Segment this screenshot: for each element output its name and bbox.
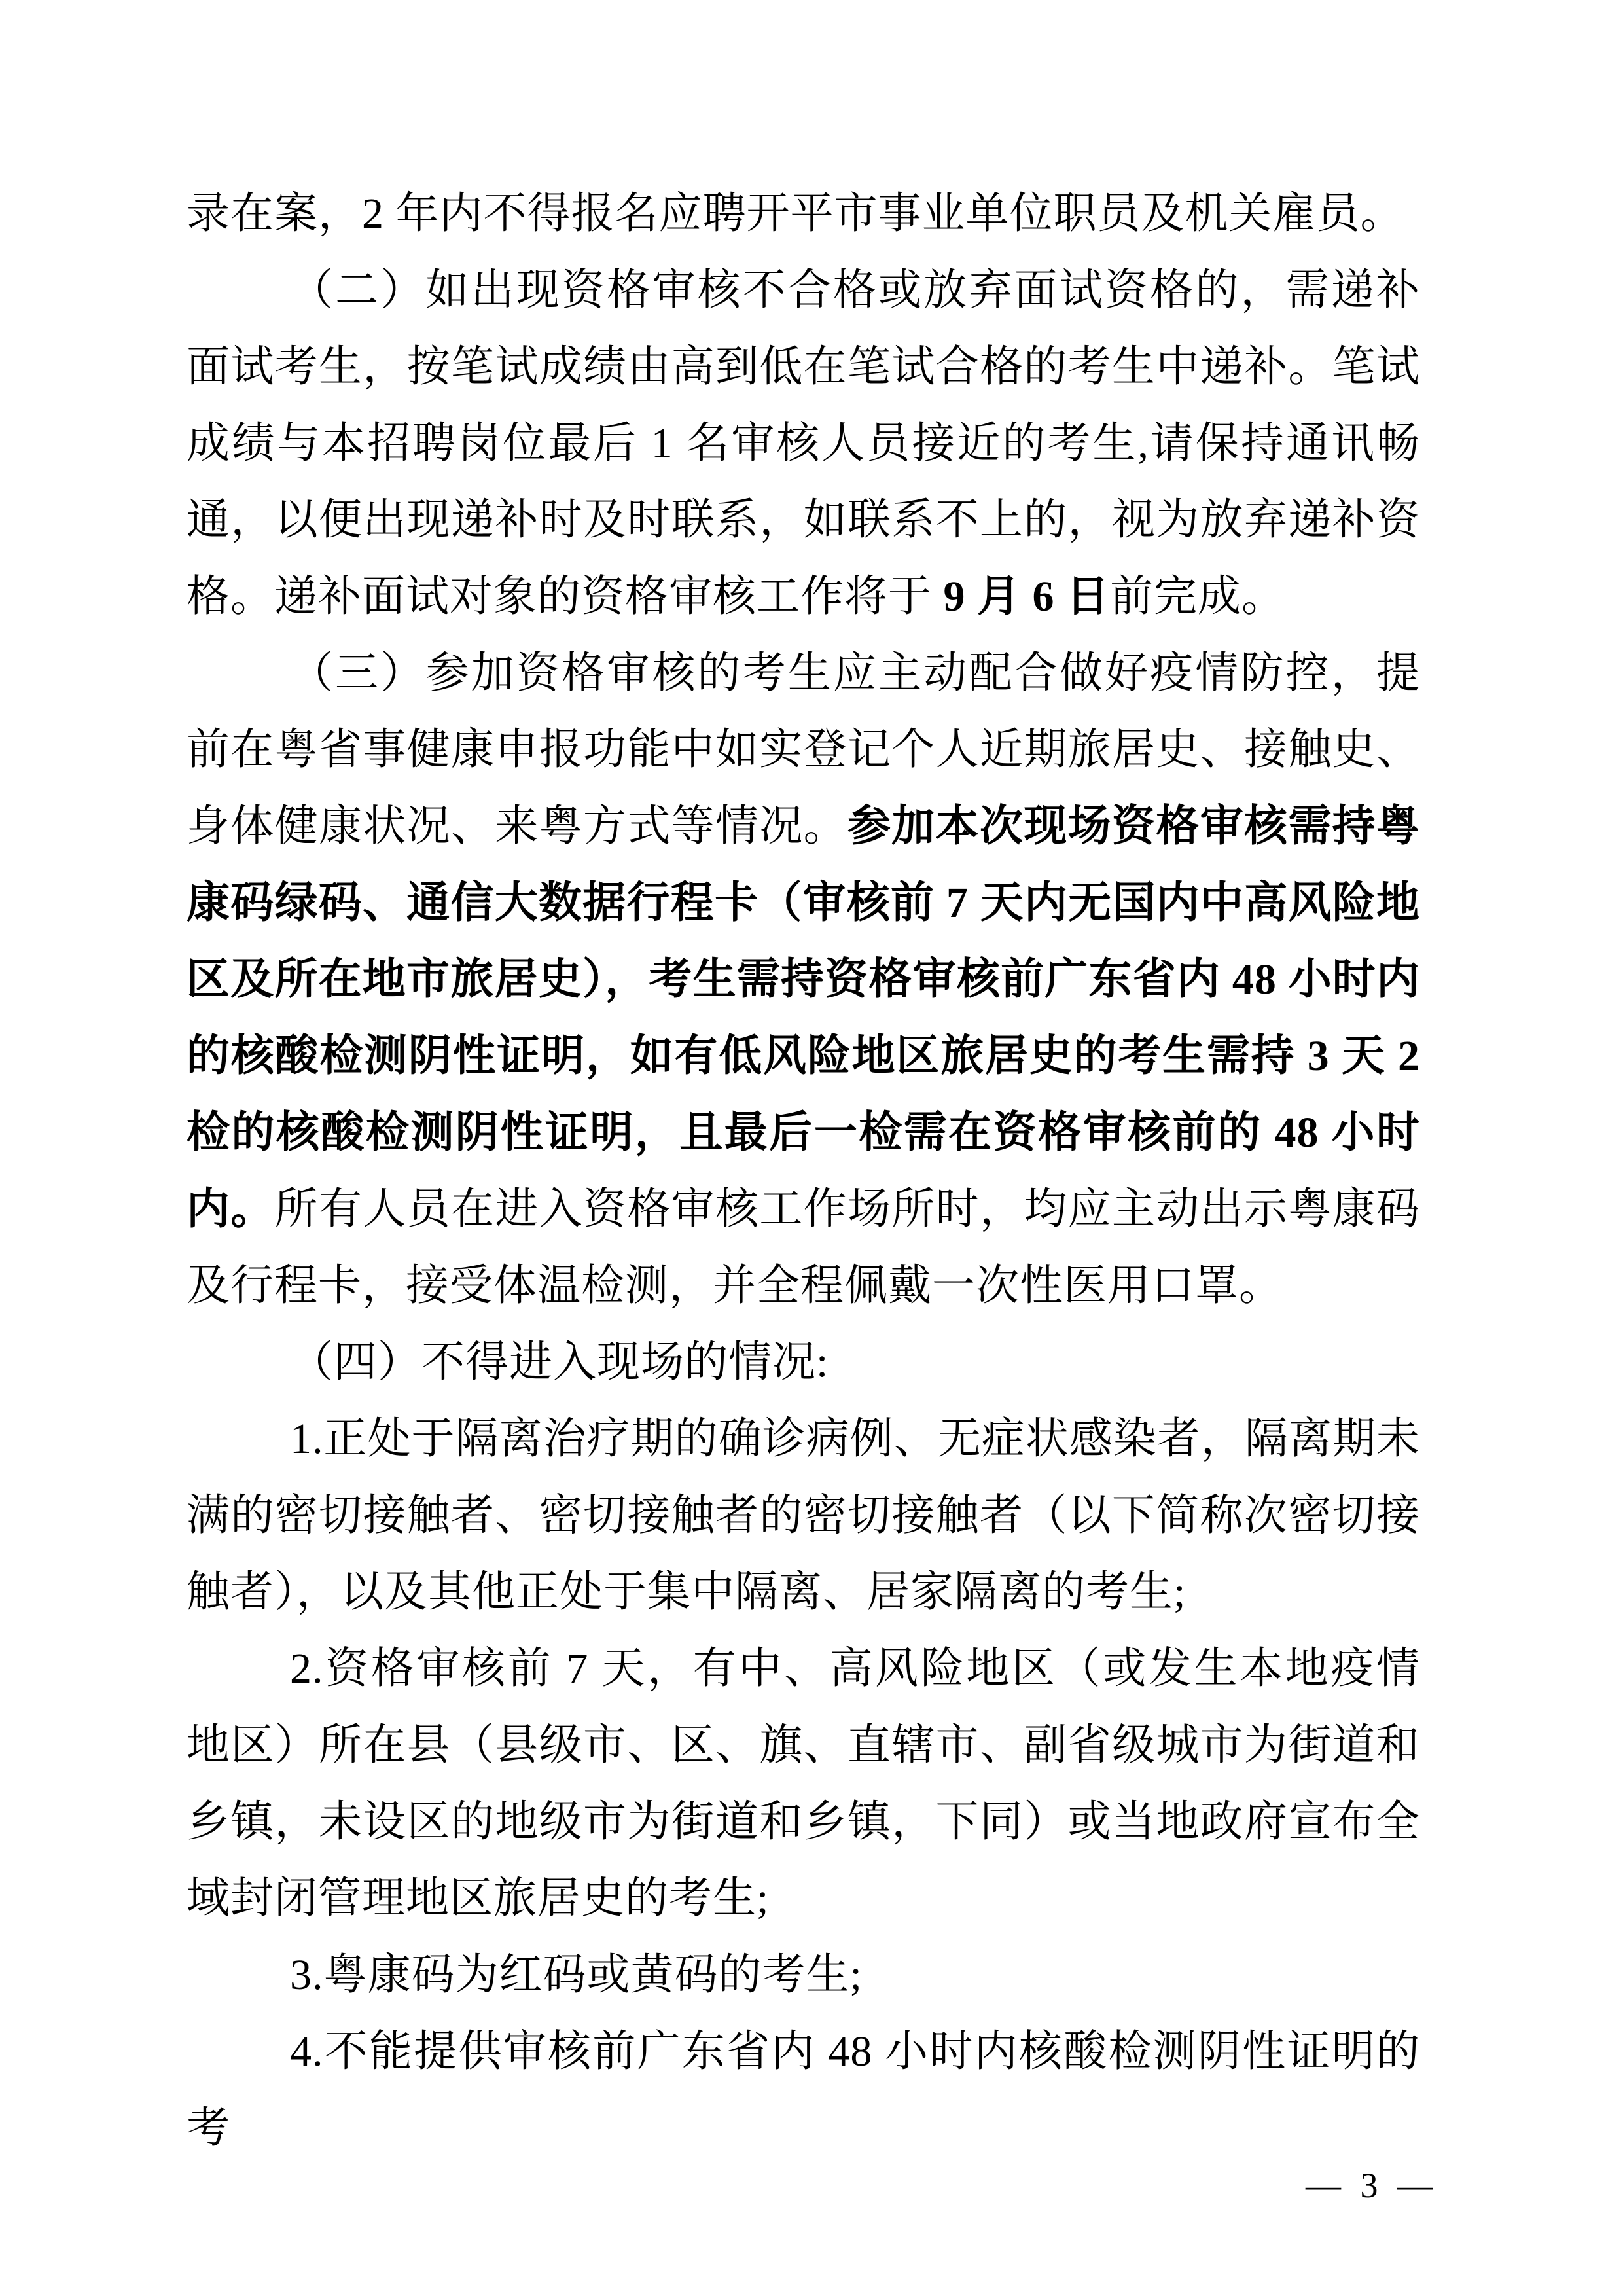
paragraph-item-1 bbox=[187, 1401, 1420, 1630]
body-text: 4.不能提供审核前广东省内 48 小时内核酸检测阴性证明的考 bbox=[187, 2028, 1420, 2152]
paragraph-section-3 bbox=[187, 635, 1420, 1324]
document-body bbox=[187, 175, 1420, 2166]
body-text: （三）参加资格审核的考生应主动配合做好疫情防控，提前在粤省事健康申报功能中如实登记个人近期旅居史、接触史、身体健康状况、来粤方式等情况。 bbox=[187, 649, 1420, 850]
paragraph-section-4-heading bbox=[187, 1324, 1420, 1401]
body-text: 2.资格审核前 7 天，有中、高风险地区（或发生本地疫情地区）所在县（县级市、区、旗、直辖市、副省级城市为街道和乡镇，未设区的地级市为街道和乡镇，下同）或当地政府宣布全域封闭管理地区旅居史的考生; bbox=[187, 1645, 1420, 1922]
body-text: 1.正处于隔离治疗期的确诊病例、无症状感染者，隔离期未满的密切接触者、密切接触者的密切接触者（以下简称次密切接触者），以及其他正处于集中隔离、居家隔离的考生; bbox=[187, 1415, 1420, 1616]
body-text: 所有人员在进入资格审核工作场所时，均应主动出示粤康码及行程卡，接受体温检测，并全程佩戴一次性医用口罩。 bbox=[187, 1185, 1421, 1310]
body-text-bold-date: 9 月 6 日 bbox=[943, 573, 1110, 620]
body-text: （四）不得进入现场的情况: bbox=[290, 1338, 829, 1386]
body-text-bold-requirements: 参加本次现场资格审核需持粤康码绿码、通信大数据行程卡（审核前 7 天内无国内中高风险地区及所在地市旅居史），考生需持资格审核前广东省内 48 小时内的核酸检测阴性证明，如有低风险地区旅居史的考生需持 3 天 2 检的核酸检测阴性证明，且最后一检需在资格审核前的 48 小时内。 bbox=[187, 802, 1420, 1233]
page-number: — 3 — bbox=[1306, 2166, 1438, 2205]
paragraph-section-2 bbox=[187, 252, 1420, 635]
paragraph-item-3 bbox=[187, 1937, 1420, 2013]
body-text: 前完成。 bbox=[1110, 573, 1285, 620]
paragraph-item-4 bbox=[187, 2013, 1420, 2166]
paragraph-continuation bbox=[187, 175, 1420, 252]
body-text: 录在案，2 年内不得报名应聘开平市事业单位职员及机关雇员。 bbox=[187, 190, 1404, 238]
body-text: 3.粤康码为红码或黄码的考生; bbox=[290, 1951, 863, 1999]
paragraph-item-2 bbox=[187, 1630, 1420, 1937]
body-text: （二）如出现资格审核不合格或放弃面试资格的，需递补面试考生，按笔试成绩由高到低在笔试合格的考生中递补。笔试成绩与本招聘岗位最后 1 名审核人员接近的考生,请保持通讯畅通，以便出现递补时及时联系，如联系不上的，视为放弃递补资格。递补面试对象的资格审核工作将于 bbox=[187, 266, 1420, 620]
